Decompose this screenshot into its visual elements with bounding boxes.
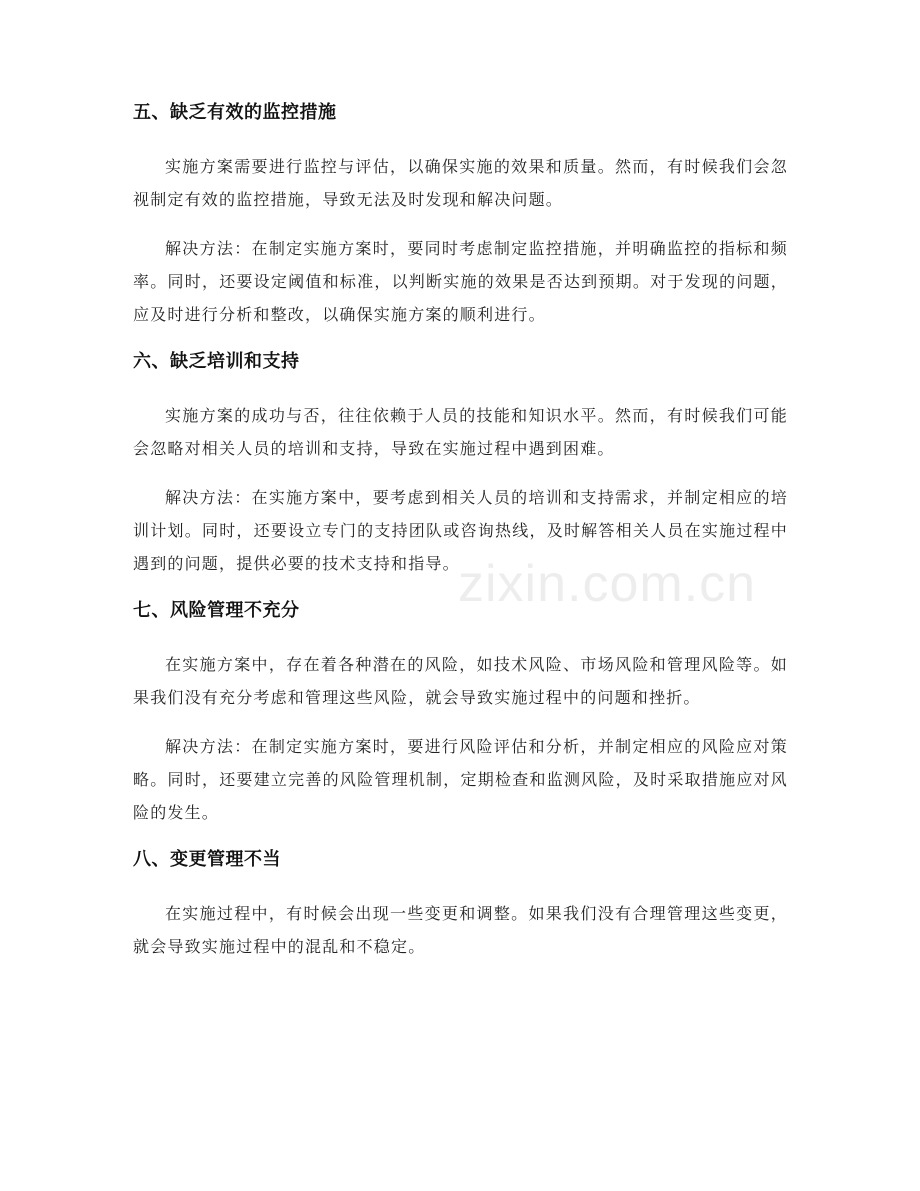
section-heading-7: 七、风险管理不充分	[133, 600, 300, 621]
paragraph: 解决方法：在制定实施方案时，要同时考虑制定监控措施，并明确监控的指标和频率。同时，还要设定阈值和标准，以判断实施的效果是否达到预期。对于发现的问题，应及时进行分析和整改，以确保实施方案的顺利进行。	[133, 239, 788, 324]
paragraph: 解决方法：在制定实施方案时，要进行风险评估和分析，并制定相应的风险应对策略。同时，还要建立完善的风险管理机制，定期检查和监测风险，及时采取措施应对风险的发生。	[133, 737, 788, 822]
section-heading-6: 六、缺乏培训和支持	[133, 351, 300, 372]
document-page	[133, 100, 788, 963]
paragraph: 实施方案的成功与否，往往依赖于人员的技能和知识水平。然而，有时候我们可能会忽略对相关人员的培训和支持，导致在实施过程中遇到困难。	[133, 406, 788, 458]
section-heading-5: 五、缺乏有效的监控措施	[133, 102, 337, 123]
paragraph: 实施方案需要进行监控与评估，以确保实施的效果和质量。然而，有时候我们会忽视制定有效的监控措施，导致无法及时发现和解决问题。	[133, 157, 788, 209]
paragraph: 解决方法：在实施方案中，要考虑到相关人员的培训和支持需求，并制定相应的培训计划。同时，还要设立专门的支持团队或咨询热线，及时解答相关人员在实施过程中遇到的问题，提供必要的技术支持和指导。	[133, 488, 788, 573]
watermark-text: zixin.com.cn	[458, 555, 757, 613]
section-heading-8: 八、变更管理不当	[133, 849, 281, 870]
paragraph: 在实施过程中，有时候会出现一些变更和调整。如果我们没有合理管理这些变更，就会导致实施过程中的混乱和不稳定。	[133, 904, 788, 956]
paragraph: 在实施方案中，存在着各种潜在的风险，如技术风险、市场风险和管理风险等。如果我们没有充分考虑和管理这些风险，就会导致实施过程中的问题和挫折。	[133, 655, 788, 707]
